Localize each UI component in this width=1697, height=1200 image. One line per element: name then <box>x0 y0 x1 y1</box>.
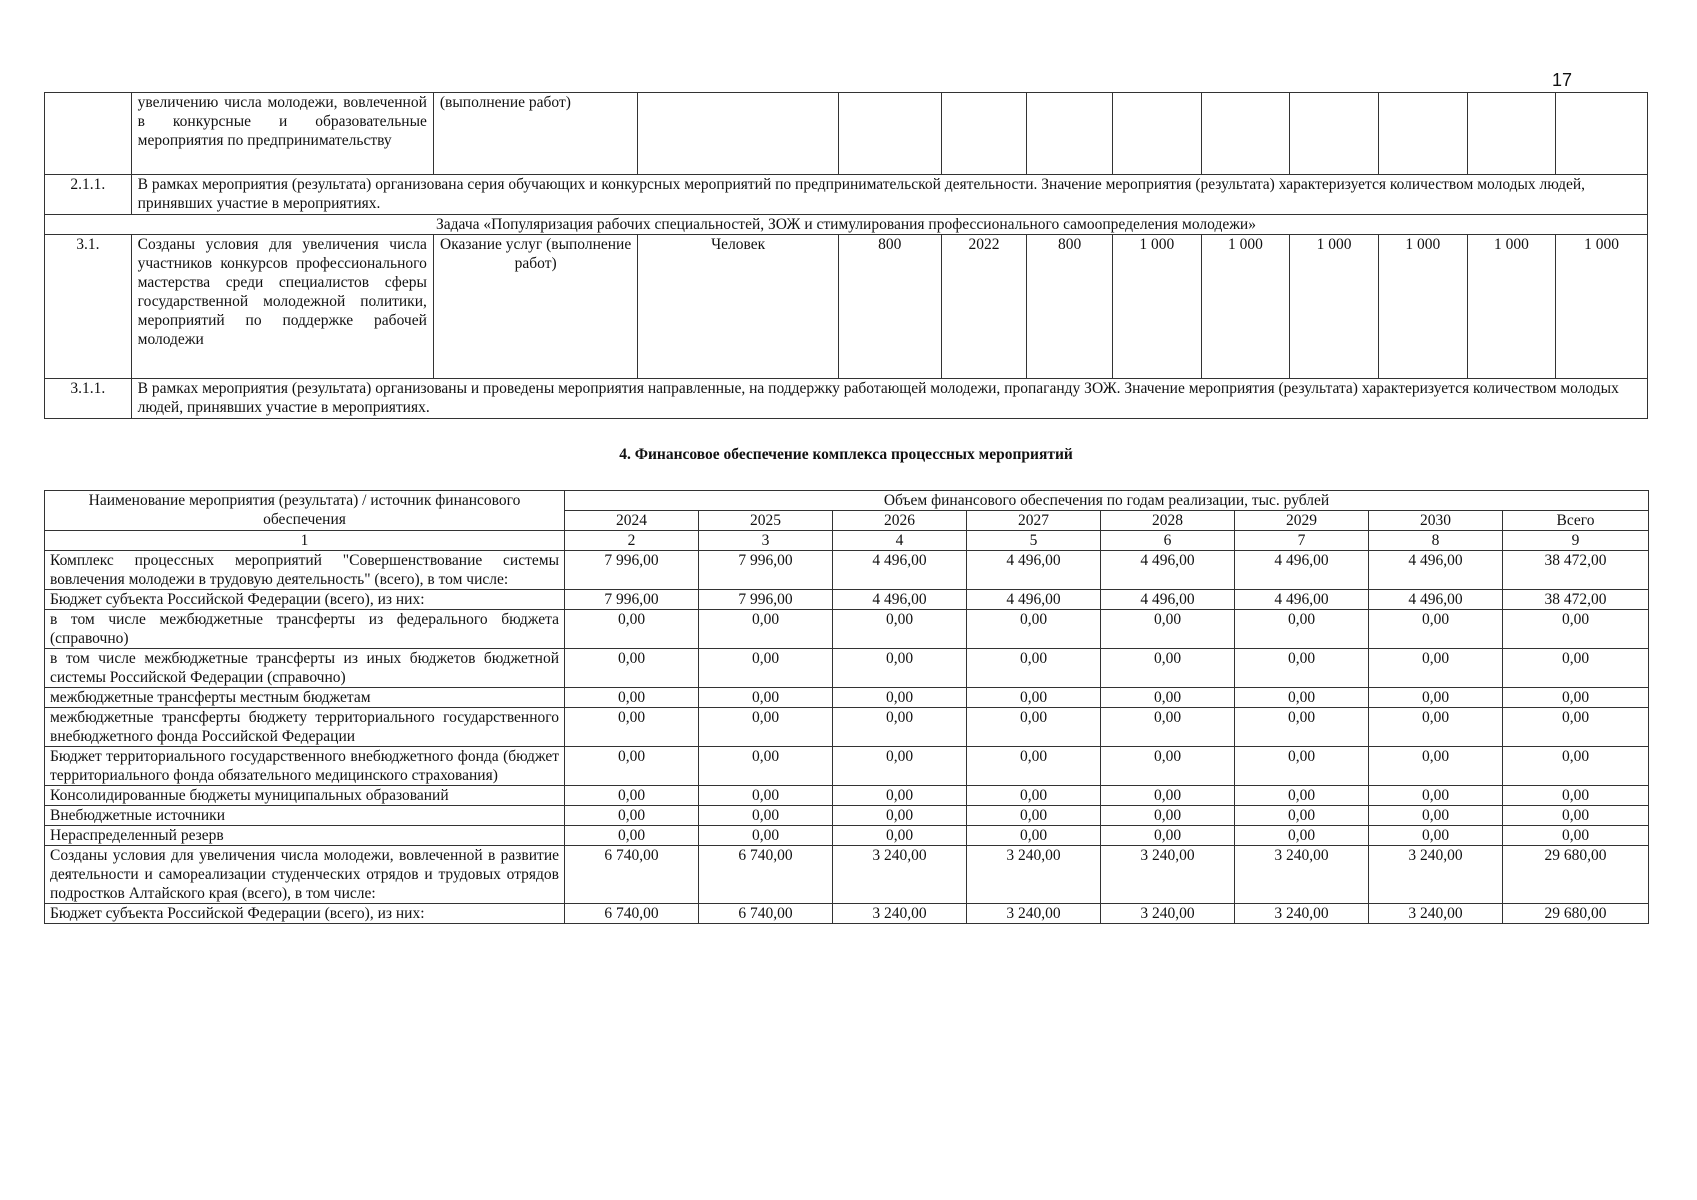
header-row <box>45 491 1649 511</box>
amount-cell: 0,00 <box>1503 708 1649 747</box>
amount-cell: 4 496,00 <box>967 590 1101 610</box>
result-type: (выполнение работ) <box>433 93 638 175</box>
amount-cell: 4 496,00 <box>1101 551 1235 590</box>
amount-cell: 0,00 <box>1503 806 1649 826</box>
amount-cell: 3 240,00 <box>833 846 967 904</box>
amount-cell: 0,00 <box>1235 688 1369 708</box>
source-name: Созданы условия для увеличения числа молодежи, вовлеченной в развитие деятельности и самореализации студенческих отрядов и трудовых отрядов подростков Алтайского края (всего), в том числе: <box>45 846 565 904</box>
source-name: Комплекс процессных мероприятий "Совершенствование системы вовлечения молодежи в трудовую деятельность" (всего), в том числе: <box>45 551 565 590</box>
amount-cell: 0,00 <box>1503 826 1649 846</box>
amount-cell: 0,00 <box>1369 649 1503 688</box>
amount-cell: 0,00 <box>699 747 833 786</box>
amount-cell: 0,00 <box>565 688 699 708</box>
amount-cell: 0,00 <box>1235 708 1369 747</box>
amount-cell: 0,00 <box>565 806 699 826</box>
amount-cell: 4 496,00 <box>1101 590 1235 610</box>
amount-cell: 7 996,00 <box>699 590 833 610</box>
source-name: в том числе межбюджетные трансферты из иных бюджетов бюджетной системы Российской Федерации (справочно) <box>45 649 565 688</box>
amount-cell: 6 740,00 <box>699 846 833 904</box>
amount-cell: 0,00 <box>967 806 1101 826</box>
table-row <box>45 610 1649 649</box>
table-row <box>45 708 1649 747</box>
amount-cell: 0,00 <box>967 688 1101 708</box>
column-number: 5 <box>967 531 1101 551</box>
amount-cell: 4 496,00 <box>1235 551 1369 590</box>
amount-cell: 0,00 <box>1503 747 1649 786</box>
amount-cell: 0,00 <box>1235 826 1369 846</box>
table-row <box>45 747 1649 786</box>
amount-cell: 0,00 <box>1101 649 1235 688</box>
table-row <box>45 688 1649 708</box>
finance-table <box>44 490 1649 924</box>
section-title: 4. Финансовое обеспечение комплекса процессных мероприятий <box>619 446 1073 463</box>
amount-cell: 0,00 <box>833 610 967 649</box>
value-cell: 1 000 <box>1467 235 1556 379</box>
amount-cell: 0,00 <box>1101 826 1235 846</box>
amount-cell: 3 240,00 <box>1235 846 1369 904</box>
amount-cell: 0,00 <box>1369 688 1503 708</box>
column-number: 2 <box>565 531 699 551</box>
column-number: 1 <box>45 531 565 551</box>
amount-cell: 4 496,00 <box>833 551 967 590</box>
amount-cell: 0,00 <box>1369 806 1503 826</box>
amount-cell: 0,00 <box>1503 786 1649 806</box>
amount-cell: 0,00 <box>833 747 967 786</box>
task-title: Задача «Популяризация рабочих специальностей, ЗОЖ и стимулирования профессионального самоопределения молодежи» <box>45 215 1648 235</box>
amount-cell: 0,00 <box>1369 786 1503 806</box>
header-volume: Объем финансового обеспечения по годам реализации, тыс. рублей <box>565 491 1649 511</box>
row-description: В рамках мероприятия (результата) организована серия обучающих и конкурсных мероприятий по предпринимательской деятельности. Значение мероприятия (результата) характеризуется количеством молодых людей, принявших участие в мероприятиях. <box>131 175 1647 215</box>
table-row <box>45 826 1649 846</box>
amount-cell: 3 240,00 <box>1235 904 1369 924</box>
year-header: Всего <box>1503 511 1649 531</box>
value-cell: 1 000 <box>1556 235 1648 379</box>
amount-cell: 0,00 <box>1503 649 1649 688</box>
amount-cell: 0,00 <box>833 826 967 846</box>
amount-cell: 0,00 <box>833 786 967 806</box>
source-name: межбюджетные трансферты бюджету территориального государственного внебюджетного фонда Российской Федерации <box>45 708 565 747</box>
column-number: 8 <box>1369 531 1503 551</box>
amount-cell: 0,00 <box>699 708 833 747</box>
table-row <box>45 649 1649 688</box>
amount-cell: 3 240,00 <box>1369 846 1503 904</box>
amount-cell: 0,00 <box>565 610 699 649</box>
amount-cell: 0,00 <box>1369 747 1503 786</box>
amount-cell: 6 740,00 <box>699 904 833 924</box>
source-name: Бюджет субъекта Российской Федерации (всего), из них: <box>45 590 565 610</box>
amount-cell: 0,00 <box>967 747 1101 786</box>
amount-cell: 7 996,00 <box>699 551 833 590</box>
year-header: 2028 <box>1101 511 1235 531</box>
result-type: Оказание услуг (выполнение работ) <box>433 235 638 379</box>
amount-cell: 0,00 <box>699 806 833 826</box>
amount-cell: 0,00 <box>699 610 833 649</box>
amount-cell: 0,00 <box>967 786 1101 806</box>
amount-cell: 0,00 <box>699 826 833 846</box>
source-name: межбюджетные трансферты местным бюджетам <box>45 688 565 708</box>
amount-cell: 29 680,00 <box>1503 904 1649 924</box>
amount-cell: 4 496,00 <box>833 590 967 610</box>
task-row <box>45 215 1648 235</box>
column-number: 4 <box>833 531 967 551</box>
amount-cell: 3 240,00 <box>1369 904 1503 924</box>
amount-cell: 0,00 <box>833 708 967 747</box>
amount-cell: 0,00 <box>1235 649 1369 688</box>
amount-cell: 6 740,00 <box>565 904 699 924</box>
amount-cell: 0,00 <box>1503 610 1649 649</box>
value-cell: 800 <box>1027 235 1113 379</box>
amount-cell: 4 496,00 <box>1235 590 1369 610</box>
amount-cell: 0,00 <box>565 649 699 688</box>
source-name: Консолидированные бюджеты муниципальных образований <box>45 786 565 806</box>
value-cell: 2022 <box>941 235 1027 379</box>
amount-cell: 0,00 <box>967 610 1101 649</box>
amount-cell: 38 472,00 <box>1503 551 1649 590</box>
amount-cell: 0,00 <box>699 649 833 688</box>
value-cell: 1 000 <box>1201 235 1290 379</box>
table-row <box>45 904 1649 924</box>
table-row <box>45 590 1649 610</box>
amount-cell: 4 496,00 <box>1369 551 1503 590</box>
finance-rows <box>45 551 1649 924</box>
amount-cell: 3 240,00 <box>1101 846 1235 904</box>
amount-cell: 0,00 <box>699 786 833 806</box>
amount-cell: 0,00 <box>1101 747 1235 786</box>
result-name: увеличению числа молодежи, вовлеченной в конкурсные и образовательные мероприятия по предпринимательству <box>131 93 433 175</box>
amount-cell: 0,00 <box>1235 786 1369 806</box>
value-cell: 1 000 <box>1378 235 1467 379</box>
column-number: 7 <box>1235 531 1369 551</box>
amount-cell: 0,00 <box>1235 610 1369 649</box>
table-row <box>45 786 1649 806</box>
amount-cell: 0,00 <box>833 806 967 826</box>
table-row <box>45 379 1648 419</box>
amount-cell: 0,00 <box>565 826 699 846</box>
amount-cell: 0,00 <box>967 826 1101 846</box>
row-description: В рамках мероприятия (результата) организованы и проведены мероприятия направленные, на поддержку работающей молодежи, пропаганду ЗОЖ. Значение мероприятия (результата) характеризуется количеством молодых людей, принявших участие в мероприятиях. <box>131 379 1647 419</box>
amount-cell: 0,00 <box>1369 826 1503 846</box>
row-number: 2.1.1. <box>45 175 132 215</box>
amount-cell: 0,00 <box>1101 688 1235 708</box>
amount-cell: 4 496,00 <box>967 551 1101 590</box>
table-row <box>45 175 1648 215</box>
amount-cell: 0,00 <box>967 708 1101 747</box>
result-name: Созданы условия для увеличения числа участников конкурсов профессионального мастерства среди специалистов сферы государственной молодежной политики, мероприятий по поддержке рабочей молодежи <box>131 235 433 379</box>
year-header: 2025 <box>699 511 833 531</box>
amount-cell: 0,00 <box>1101 786 1235 806</box>
amount-cell: 29 680,00 <box>1503 846 1649 904</box>
unit: Человек <box>638 235 839 379</box>
amount-cell: 0,00 <box>699 688 833 708</box>
amount-cell: 38 472,00 <box>1503 590 1649 610</box>
source-name: Внебюджетные источники <box>45 806 565 826</box>
column-number: 3 <box>699 531 833 551</box>
column-numbers-row <box>45 531 1649 551</box>
results-table <box>44 92 1648 419</box>
table-row <box>45 806 1649 826</box>
table-row <box>45 551 1649 590</box>
amount-cell: 0,00 <box>1101 708 1235 747</box>
amount-cell: 0,00 <box>1101 806 1235 826</box>
amount-cell: 0,00 <box>833 688 967 708</box>
amount-cell: 7 996,00 <box>565 590 699 610</box>
source-name: в том числе межбюджетные трансферты из федерального бюджета (справочно) <box>45 610 565 649</box>
amount-cell: 0,00 <box>1101 610 1235 649</box>
column-number: 6 <box>1101 531 1235 551</box>
amount-cell: 0,00 <box>1369 610 1503 649</box>
year-header: 2029 <box>1235 511 1369 531</box>
row-number: 3.1.1. <box>45 379 132 419</box>
table-row <box>45 846 1649 904</box>
amount-cell: 0,00 <box>967 649 1101 688</box>
amount-cell: 3 240,00 <box>1101 904 1235 924</box>
column-number: 9 <box>1503 531 1649 551</box>
year-header: 2026 <box>833 511 967 531</box>
amount-cell: 0,00 <box>1369 708 1503 747</box>
year-header: 2024 <box>565 511 699 531</box>
header-name: Наименование мероприятия (результата) / источник финансового обеспечения <box>45 491 565 531</box>
amount-cell: 4 496,00 <box>1369 590 1503 610</box>
table-row <box>45 235 1648 379</box>
year-header: 2027 <box>967 511 1101 531</box>
value-cell: 800 <box>838 235 941 379</box>
amount-cell: 3 240,00 <box>967 846 1101 904</box>
amount-cell: 0,00 <box>565 747 699 786</box>
amount-cell: 0,00 <box>1235 747 1369 786</box>
amount-cell: 0,00 <box>1503 688 1649 708</box>
amount-cell: 0,00 <box>1235 806 1369 826</box>
value-cell: 1 000 <box>1290 235 1379 379</box>
amount-cell: 0,00 <box>833 649 967 688</box>
amount-cell: 7 996,00 <box>565 551 699 590</box>
value-cell: 1 000 <box>1112 235 1201 379</box>
source-name: Бюджет субъекта Российской Федерации (всего), из них: <box>45 904 565 924</box>
amount-cell: 3 240,00 <box>967 904 1101 924</box>
amount-cell: 6 740,00 <box>565 846 699 904</box>
amount-cell: 0,00 <box>565 786 699 806</box>
year-header: 2030 <box>1369 511 1503 531</box>
source-name: Нераспределенный резерв <box>45 826 565 846</box>
table-row <box>45 93 1648 175</box>
amount-cell: 3 240,00 <box>833 904 967 924</box>
row-number: 3.1. <box>45 235 132 379</box>
page-number: 17 <box>1552 70 1573 90</box>
amount-cell: 0,00 <box>565 708 699 747</box>
source-name: Бюджет территориального государственного внебюджетного фонда (бюджет территориального фонда обязательного медицинского страхования) <box>45 747 565 786</box>
